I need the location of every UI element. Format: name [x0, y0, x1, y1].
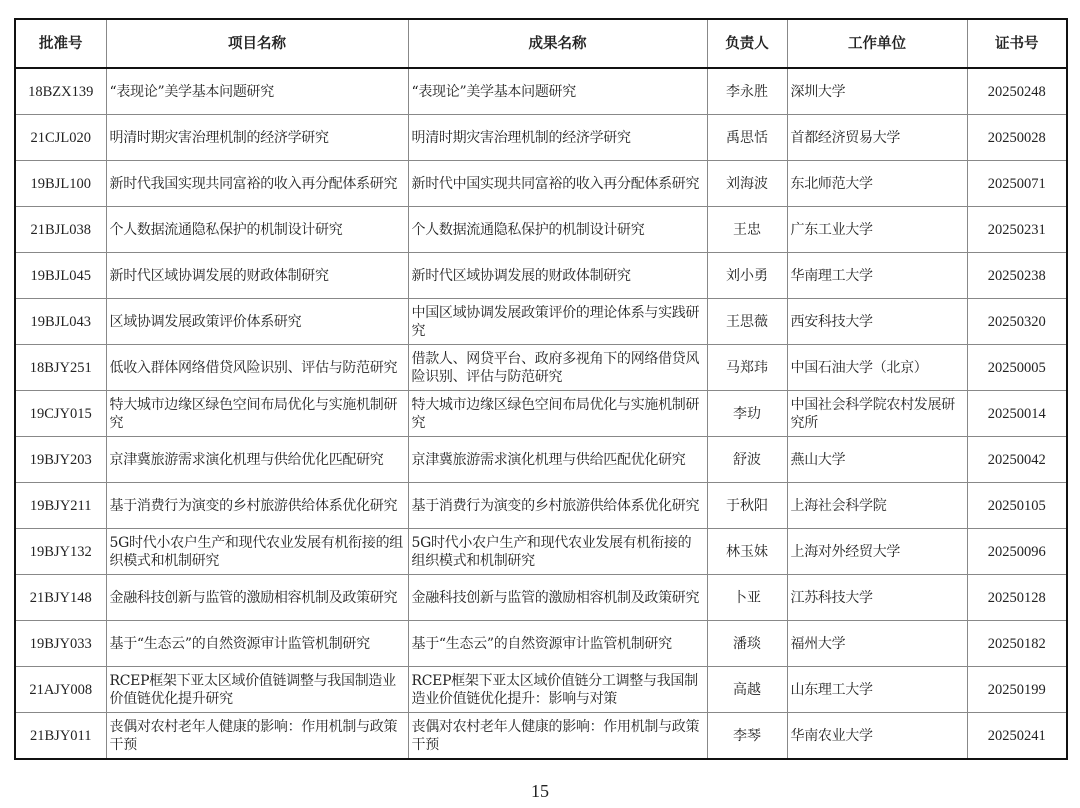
- cell-cert-no: 20250105: [967, 483, 1067, 529]
- cell-result-name: 5G时代小农户生产和现代农业发展有机衔接的组织模式和机制研究: [408, 529, 707, 575]
- cell-leader: 刘海波: [707, 161, 787, 207]
- table-header-row: [15, 19, 1067, 68]
- table-row: [15, 529, 1067, 575]
- cell-approval-no: 19BJL100: [15, 161, 106, 207]
- cell-unit: 东北师范大学: [787, 161, 967, 207]
- cell-unit: 首都经济贸易大学: [787, 115, 967, 161]
- cell-project-name: 明清时期灾害治理机制的经济学研究: [106, 115, 408, 161]
- cell-approval-no: 21AJY008: [15, 667, 106, 713]
- cell-result-name: 丧偶对农村老年人健康的影响：作用机制与政策干预: [408, 713, 707, 760]
- cell-unit: 燕山大学: [787, 437, 967, 483]
- cell-approval-no: 19BJL045: [15, 253, 106, 299]
- cell-leader: 林玉妹: [707, 529, 787, 575]
- cell-approval-no: 19BJL043: [15, 299, 106, 345]
- cell-unit: 中国石油大学（北京）: [787, 345, 967, 391]
- table-row: [15, 483, 1067, 529]
- cell-approval-no: 18BJY251: [15, 345, 106, 391]
- cell-unit: 山东理工大学: [787, 667, 967, 713]
- cell-project-name: 5G时代小农户生产和现代农业发展有机衔接的组织模式和机制研究: [106, 529, 408, 575]
- table-row: [15, 115, 1067, 161]
- cell-result-name: 特大城市边缘区绿色空间布局优化与实施机制研究: [408, 391, 707, 437]
- table-row: [15, 391, 1067, 437]
- cell-project-name: 丧偶对农村老年人健康的影响：作用机制与政策干预: [106, 713, 408, 760]
- page-number: 15: [531, 781, 549, 801]
- table-body: [15, 68, 1067, 759]
- table-row: [15, 437, 1067, 483]
- cell-cert-no: 20250320: [967, 299, 1067, 345]
- cell-result-name: 基于“生态云”的自然资源审计监管机制研究: [408, 621, 707, 667]
- table-row: [15, 68, 1067, 115]
- header-cert-no: 证书号: [967, 19, 1067, 68]
- cell-cert-no: 20250241: [967, 713, 1067, 760]
- cell-project-name: RCEP框架下亚太区域价值链调整与我国制造业价值链优化提升研究: [106, 667, 408, 713]
- cell-unit: 华南农业大学: [787, 713, 967, 760]
- cell-leader: 李琴: [707, 713, 787, 760]
- cell-unit: 上海对外经贸大学: [787, 529, 967, 575]
- cell-project-name: “表现论”美学基本问题研究: [106, 68, 408, 115]
- cell-leader: 于秋阳: [707, 483, 787, 529]
- cell-result-name: 新时代区域协调发展的财政体制研究: [408, 253, 707, 299]
- cell-project-name: 区域协调发展政策评价体系研究: [106, 299, 408, 345]
- cell-approval-no: 21BJY148: [15, 575, 106, 621]
- cell-unit: 西安科技大学: [787, 299, 967, 345]
- cell-project-name: 个人数据流通隐私保护的机制设计研究: [106, 207, 408, 253]
- cell-leader: 刘小勇: [707, 253, 787, 299]
- cell-approval-no: 19BJY033: [15, 621, 106, 667]
- cell-leader: 潘琰: [707, 621, 787, 667]
- cell-result-name: 明清时期灾害治理机制的经济学研究: [408, 115, 707, 161]
- cell-result-name: 借款人、网贷平台、政府多视角下的网络借贷风险识别、评估与防范研究: [408, 345, 707, 391]
- cell-project-name: 新时代我国实现共同富裕的收入再分配体系研究: [106, 161, 408, 207]
- cell-approval-no: 21BJY011: [15, 713, 106, 760]
- table-row: [15, 713, 1067, 760]
- cell-cert-no: 20250071: [967, 161, 1067, 207]
- cell-cert-no: 20250096: [967, 529, 1067, 575]
- cell-cert-no: 20250042: [967, 437, 1067, 483]
- cell-leader: 高越: [707, 667, 787, 713]
- header-leader: 负责人: [707, 19, 787, 68]
- cell-unit: 江苏科技大学: [787, 575, 967, 621]
- cell-leader: 李永胜: [707, 68, 787, 115]
- cell-result-name: 个人数据流通隐私保护的机制设计研究: [408, 207, 707, 253]
- cell-result-name: 京津冀旅游需求演化机理与供给匹配优化研究: [408, 437, 707, 483]
- cell-unit: 深圳大学: [787, 68, 967, 115]
- cell-approval-no: 18BZX139: [15, 68, 106, 115]
- cell-result-name: “表现论”美学基本问题研究: [408, 68, 707, 115]
- cell-cert-no: 20250238: [967, 253, 1067, 299]
- cell-result-name: 中国区域协调发展政策评价的理论体系与实践研究: [408, 299, 707, 345]
- cell-unit: 福州大学: [787, 621, 967, 667]
- cell-cert-no: 20250248: [967, 68, 1067, 115]
- table-row: [15, 253, 1067, 299]
- table-row: [15, 621, 1067, 667]
- cell-result-name: 基于消费行为演变的乡村旅游供给体系优化研究: [408, 483, 707, 529]
- table-row: [15, 345, 1067, 391]
- cell-result-name: RCEP框架下亚太区域价值链分工调整与我国制造业价值链优化提升：影响与对策: [408, 667, 707, 713]
- cell-project-name: 特大城市边缘区绿色空间布局优化与实施机制研究: [106, 391, 408, 437]
- cell-cert-no: 20250128: [967, 575, 1067, 621]
- cell-project-name: 基于消费行为演变的乡村旅游供给体系优化研究: [106, 483, 408, 529]
- cell-project-name: 京津冀旅游需求演化机理与供给优化匹配研究: [106, 437, 408, 483]
- cell-cert-no: 20250231: [967, 207, 1067, 253]
- table-row: [15, 667, 1067, 713]
- cell-cert-no: 20250028: [967, 115, 1067, 161]
- cell-unit: 广东工业大学: [787, 207, 967, 253]
- cell-unit: 华南理工大学: [787, 253, 967, 299]
- header-project-name: 项目名称: [106, 19, 408, 68]
- cell-cert-no: 20250014: [967, 391, 1067, 437]
- cell-result-name: 新时代中国实现共同富裕的收入再分配体系研究: [408, 161, 707, 207]
- cell-approval-no: 21CJL020: [15, 115, 106, 161]
- cell-leader: 王忠: [707, 207, 787, 253]
- cell-leader: 马郑玮: [707, 345, 787, 391]
- header-approval-no: 批准号: [15, 19, 106, 68]
- cell-leader: 卜亚: [707, 575, 787, 621]
- cell-project-name: 新时代区域协调发展的财政体制研究: [106, 253, 408, 299]
- table-row: [15, 207, 1067, 253]
- cell-approval-no: 19CJY015: [15, 391, 106, 437]
- cell-project-name: 低收入群体网络借贷风险识别、评估与防范研究: [106, 345, 408, 391]
- cell-approval-no: 19BJY132: [15, 529, 106, 575]
- header-result-name: 成果名称: [408, 19, 707, 68]
- cell-cert-no: 20250199: [967, 667, 1067, 713]
- header-unit: 工作单位: [787, 19, 967, 68]
- cell-unit: 中国社会科学院农村发展研究所: [787, 391, 967, 437]
- table-row: [15, 575, 1067, 621]
- table-row: [15, 299, 1067, 345]
- cell-leader: 舒波: [707, 437, 787, 483]
- cell-result-name: 金融科技创新与监管的激励相容机制及政策研究: [408, 575, 707, 621]
- table-row: [15, 161, 1067, 207]
- cell-project-name: 基于“生态云”的自然资源审计监管机制研究: [106, 621, 408, 667]
- cell-approval-no: 19BJY211: [15, 483, 106, 529]
- cell-leader: 王思薇: [707, 299, 787, 345]
- cell-project-name: 金融科技创新与监管的激励相容机制及政策研究: [106, 575, 408, 621]
- cell-cert-no: 20250182: [967, 621, 1067, 667]
- awards-table: [14, 18, 1068, 760]
- cell-approval-no: 19BJY203: [15, 437, 106, 483]
- cell-unit: 上海社会科学院: [787, 483, 967, 529]
- cell-leader: 禹思恬: [707, 115, 787, 161]
- cell-leader: 李玏: [707, 391, 787, 437]
- cell-approval-no: 21BJL038: [15, 207, 106, 253]
- cell-cert-no: 20250005: [967, 345, 1067, 391]
